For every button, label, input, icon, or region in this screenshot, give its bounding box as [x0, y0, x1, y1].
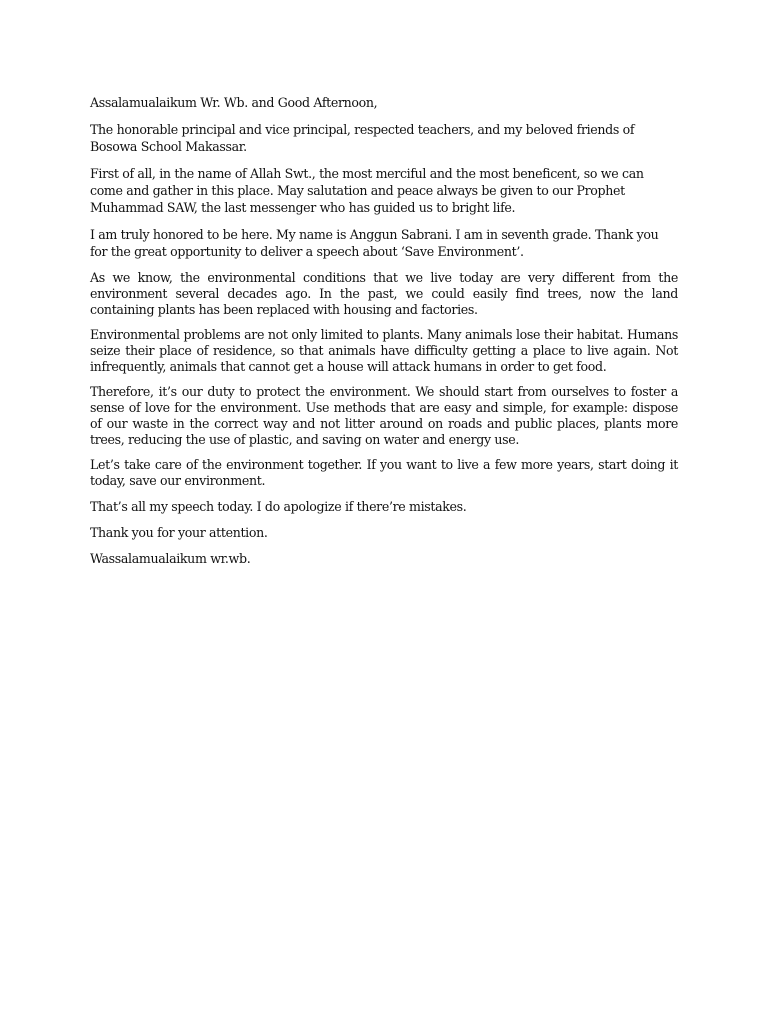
closing-paragraph-2: Thank you for your attention. [90, 525, 268, 540]
opening-paragraph: First of all, in the name of Allah Swt., the most merciful and the most beneficent, so we can come and gather in this place. May salutation and peace always be given to our Prophet Muhammad SAW, the last messenger who has guided us to bright life. [90, 166, 644, 215]
address-paragraph: The honorable principal and vice principal, respected teachers, and my beloved friends of Bosowa School Makassar. [90, 122, 635, 154]
greeting-paragraph: Assalamualaikum Wr. Wb. and Good Afternoon, [90, 95, 378, 110]
body-paragraph-3: Therefore, it’s our duty to protect the environment. We should start from ourselves to foster a sense of love for the environment. Use methods that are easy and simple, for example: dispose of our waste in the correct way and not litter around on roads and public places, plants more trees, reducing the use of plastic, and saving on water and energy use. [90, 384, 678, 447]
body-paragraph-4: Let’s take care of the environment together. If you want to live a few more years, start doing it today, save our environment. [90, 457, 678, 488]
farewell-paragraph: Wassalamualaikum wr.wb. [90, 551, 251, 566]
body-paragraph-1: As we know, the environmental conditions that we live today are very different from the environment several decades ago. In the past, we could easily find trees, now the land containing plants has been replaced with housing and factories. [90, 270, 678, 317]
speech-text [90, 94, 678, 576]
body-paragraph-2: Environmental problems are not only limited to plants. Many animals lose their habitat. Humans seize their place of residence, so that animals have difficulty getting a place to live again. Not infrequently, animals that cannot get a house will attack humans in order to get food. [90, 327, 678, 374]
introduction-paragraph: I am truly honored to be here. My name is Anggun Sabrani. I am in seventh grade. Thank you for the great opportunity to deliver a speech about ‘Save Environment’. [90, 227, 659, 259]
closing-paragraph-1: That’s all my speech today. I do apologize if there’re mistakes. [90, 499, 467, 514]
